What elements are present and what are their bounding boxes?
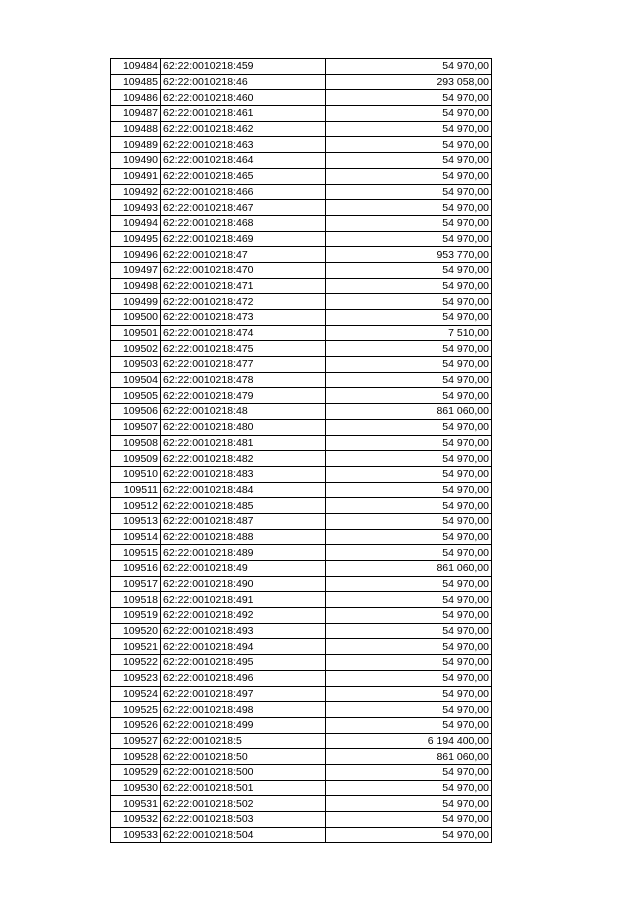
row-id-cell: 109507 xyxy=(111,419,161,435)
cadastral-value-cell: 54 970,00 xyxy=(326,529,492,545)
table-row xyxy=(111,310,492,326)
cadastral-number-cell: 62:22:0010218:48 xyxy=(161,404,326,420)
cadastral-number-cell: 62:22:0010218:490 xyxy=(161,576,326,592)
row-id-cell: 109498 xyxy=(111,278,161,294)
table-row xyxy=(111,608,492,624)
row-id-cell: 109503 xyxy=(111,357,161,373)
table-row xyxy=(111,200,492,216)
cadastral-number-cell: 62:22:0010218:460 xyxy=(161,90,326,106)
table-row xyxy=(111,717,492,733)
cadastral-number-cell: 62:22:0010218:480 xyxy=(161,419,326,435)
cadastral-value-cell: 54 970,00 xyxy=(326,200,492,216)
cadastral-number-cell: 62:22:0010218:469 xyxy=(161,231,326,247)
table-row xyxy=(111,435,492,451)
table-row xyxy=(111,262,492,278)
cadastral-number-cell: 62:22:0010218:462 xyxy=(161,121,326,137)
row-id-cell: 109484 xyxy=(111,59,161,75)
cadastral-number-cell: 62:22:0010218:501 xyxy=(161,780,326,796)
table-row xyxy=(111,498,492,514)
cadastral-number-cell: 62:22:0010218:491 xyxy=(161,592,326,608)
cadastral-value-cell: 54 970,00 xyxy=(326,451,492,467)
row-id-cell: 109506 xyxy=(111,404,161,420)
table-row xyxy=(111,670,492,686)
cadastral-value-cell: 54 970,00 xyxy=(326,435,492,451)
table-row xyxy=(111,372,492,388)
cadastral-value-cell: 54 970,00 xyxy=(326,184,492,200)
cadastral-number-cell: 62:22:0010218:500 xyxy=(161,764,326,780)
row-id-cell: 109523 xyxy=(111,670,161,686)
cadastral-value-cell: 54 970,00 xyxy=(326,780,492,796)
cadastral-number-cell: 62:22:0010218:463 xyxy=(161,137,326,153)
row-id-cell: 109527 xyxy=(111,733,161,749)
table-row xyxy=(111,702,492,718)
table-row xyxy=(111,545,492,561)
cadastral-value-cell: 54 970,00 xyxy=(326,623,492,639)
table-row xyxy=(111,388,492,404)
row-id-cell: 109521 xyxy=(111,639,161,655)
table-row xyxy=(111,639,492,655)
row-id-cell: 109515 xyxy=(111,545,161,561)
cadastral-number-cell: 62:22:0010218:472 xyxy=(161,294,326,310)
cadastral-number-cell: 62:22:0010218:498 xyxy=(161,702,326,718)
cadastral-number-cell: 62:22:0010218:487 xyxy=(161,513,326,529)
table-row xyxy=(111,513,492,529)
row-id-cell: 109531 xyxy=(111,796,161,812)
cadastral-value-cell: 54 970,00 xyxy=(326,59,492,75)
cadastral-value-cell: 953 770,00 xyxy=(326,247,492,263)
cadastral-value-cell: 293 058,00 xyxy=(326,74,492,90)
table-row xyxy=(111,592,492,608)
cadastral-number-cell: 62:22:0010218:459 xyxy=(161,59,326,75)
row-id-cell: 109508 xyxy=(111,435,161,451)
table-row xyxy=(111,168,492,184)
row-id-cell: 109518 xyxy=(111,592,161,608)
cadastral-number-cell: 62:22:0010218:492 xyxy=(161,608,326,624)
cadastral-number-cell: 62:22:0010218:49 xyxy=(161,561,326,577)
cadastral-value-cell: 54 970,00 xyxy=(326,717,492,733)
table-row xyxy=(111,59,492,75)
table-row xyxy=(111,576,492,592)
row-id-cell: 109492 xyxy=(111,184,161,200)
table-row xyxy=(111,121,492,137)
row-id-cell: 109519 xyxy=(111,608,161,624)
table-row xyxy=(111,561,492,577)
table-row xyxy=(111,812,492,828)
table-row xyxy=(111,137,492,153)
row-id-cell: 109530 xyxy=(111,780,161,796)
row-id-cell: 109514 xyxy=(111,529,161,545)
cadastral-value-cell: 54 970,00 xyxy=(326,498,492,514)
cadastral-number-cell: 62:22:0010218:468 xyxy=(161,215,326,231)
cadastral-value-cell: 54 970,00 xyxy=(326,388,492,404)
cadastral-number-cell: 62:22:0010218:5 xyxy=(161,733,326,749)
row-id-cell: 109500 xyxy=(111,310,161,326)
cadastral-number-cell: 62:22:0010218:47 xyxy=(161,247,326,263)
cadastral-value-cell: 54 970,00 xyxy=(326,812,492,828)
cadastral-value-cell: 54 970,00 xyxy=(326,106,492,122)
cadastral-value-table xyxy=(110,58,492,843)
cadastral-number-cell: 62:22:0010218:488 xyxy=(161,529,326,545)
cadastral-value-cell: 54 970,00 xyxy=(326,262,492,278)
row-id-cell: 109494 xyxy=(111,215,161,231)
cadastral-value-cell: 54 970,00 xyxy=(326,827,492,843)
table-row xyxy=(111,90,492,106)
cadastral-value-cell: 54 970,00 xyxy=(326,639,492,655)
cadastral-number-cell: 62:22:0010218:474 xyxy=(161,325,326,341)
cadastral-number-cell: 62:22:0010218:495 xyxy=(161,655,326,671)
table-row xyxy=(111,764,492,780)
cadastral-value-cell: 54 970,00 xyxy=(326,764,492,780)
row-id-cell: 109520 xyxy=(111,623,161,639)
table-row xyxy=(111,247,492,263)
cadastral-number-cell: 62:22:0010218:465 xyxy=(161,168,326,184)
row-id-cell: 109486 xyxy=(111,90,161,106)
cadastral-value-cell: 54 970,00 xyxy=(326,576,492,592)
cadastral-number-cell: 62:22:0010218:485 xyxy=(161,498,326,514)
cadastral-number-cell: 62:22:0010218:50 xyxy=(161,749,326,765)
cadastral-value-cell: 7 510,00 xyxy=(326,325,492,341)
table-row xyxy=(111,451,492,467)
row-id-cell: 109505 xyxy=(111,388,161,404)
cadastral-value-cell: 54 970,00 xyxy=(326,278,492,294)
cadastral-value-cell: 54 970,00 xyxy=(326,310,492,326)
row-id-cell: 109517 xyxy=(111,576,161,592)
table-row xyxy=(111,231,492,247)
cadastral-value-cell: 54 970,00 xyxy=(326,796,492,812)
cadastral-number-cell: 62:22:0010218:496 xyxy=(161,670,326,686)
table-row xyxy=(111,827,492,843)
table-row xyxy=(111,74,492,90)
cadastral-value-cell: 6 194 400,00 xyxy=(326,733,492,749)
cadastral-number-cell: 62:22:0010218:479 xyxy=(161,388,326,404)
cadastral-number-cell: 62:22:0010218:503 xyxy=(161,812,326,828)
cadastral-value-cell: 54 970,00 xyxy=(326,702,492,718)
cadastral-value-cell: 54 970,00 xyxy=(326,592,492,608)
cadastral-value-cell: 54 970,00 xyxy=(326,121,492,137)
cadastral-value-cell: 54 970,00 xyxy=(326,357,492,373)
table-body xyxy=(111,59,492,843)
cadastral-value-cell: 54 970,00 xyxy=(326,168,492,184)
cadastral-value-cell: 54 970,00 xyxy=(326,670,492,686)
table-row xyxy=(111,357,492,373)
cadastral-number-cell: 62:22:0010218:477 xyxy=(161,357,326,373)
row-id-cell: 109497 xyxy=(111,262,161,278)
cadastral-number-cell: 62:22:0010218:467 xyxy=(161,200,326,216)
cadastral-number-cell: 62:22:0010218:478 xyxy=(161,372,326,388)
table-row xyxy=(111,466,492,482)
cadastral-number-cell: 62:22:0010218:482 xyxy=(161,451,326,467)
row-id-cell: 109487 xyxy=(111,106,161,122)
row-id-cell: 109528 xyxy=(111,749,161,765)
cadastral-value-cell: 54 970,00 xyxy=(326,466,492,482)
cadastral-number-cell: 62:22:0010218:493 xyxy=(161,623,326,639)
table-row xyxy=(111,404,492,420)
row-id-cell: 109495 xyxy=(111,231,161,247)
row-id-cell: 109502 xyxy=(111,341,161,357)
cadastral-value-cell: 54 970,00 xyxy=(326,608,492,624)
row-id-cell: 109513 xyxy=(111,513,161,529)
table-row xyxy=(111,529,492,545)
cadastral-value-cell: 54 970,00 xyxy=(326,372,492,388)
row-id-cell: 109522 xyxy=(111,655,161,671)
cadastral-number-cell: 62:22:0010218:489 xyxy=(161,545,326,561)
cadastral-value-cell: 54 970,00 xyxy=(326,686,492,702)
cadastral-value-cell: 54 970,00 xyxy=(326,513,492,529)
cadastral-number-cell: 62:22:0010218:504 xyxy=(161,827,326,843)
table-row xyxy=(111,796,492,812)
row-id-cell: 109504 xyxy=(111,372,161,388)
row-id-cell: 109533 xyxy=(111,827,161,843)
table-row xyxy=(111,215,492,231)
row-id-cell: 109488 xyxy=(111,121,161,137)
cadastral-value-cell: 54 970,00 xyxy=(326,655,492,671)
row-id-cell: 109512 xyxy=(111,498,161,514)
cadastral-value-cell: 861 060,00 xyxy=(326,404,492,420)
table-row xyxy=(111,733,492,749)
table-row xyxy=(111,419,492,435)
cadastral-value-cell: 54 970,00 xyxy=(326,90,492,106)
row-id-cell: 109532 xyxy=(111,812,161,828)
row-id-cell: 109493 xyxy=(111,200,161,216)
row-id-cell: 109510 xyxy=(111,466,161,482)
table-row xyxy=(111,106,492,122)
table-row xyxy=(111,278,492,294)
row-id-cell: 109516 xyxy=(111,561,161,577)
row-id-cell: 109511 xyxy=(111,482,161,498)
row-id-cell: 109524 xyxy=(111,686,161,702)
table-row xyxy=(111,153,492,169)
cadastral-value-cell: 54 970,00 xyxy=(326,231,492,247)
cadastral-number-cell: 62:22:0010218:483 xyxy=(161,466,326,482)
cadastral-value-cell: 861 060,00 xyxy=(326,749,492,765)
table-row xyxy=(111,686,492,702)
cadastral-value-cell: 54 970,00 xyxy=(326,545,492,561)
row-id-cell: 109496 xyxy=(111,247,161,263)
row-id-cell: 109509 xyxy=(111,451,161,467)
cadastral-value-cell: 54 970,00 xyxy=(326,215,492,231)
cadastral-value-cell: 861 060,00 xyxy=(326,561,492,577)
table-row xyxy=(111,749,492,765)
cadastral-number-cell: 62:22:0010218:461 xyxy=(161,106,326,122)
cadastral-number-cell: 62:22:0010218:466 xyxy=(161,184,326,200)
cadastral-number-cell: 62:22:0010218:481 xyxy=(161,435,326,451)
table-row xyxy=(111,294,492,310)
row-id-cell: 109485 xyxy=(111,74,161,90)
table-row xyxy=(111,482,492,498)
row-id-cell: 109529 xyxy=(111,764,161,780)
cadastral-value-cell: 54 970,00 xyxy=(326,341,492,357)
row-id-cell: 109490 xyxy=(111,153,161,169)
cadastral-value-cell: 54 970,00 xyxy=(326,153,492,169)
cadastral-number-cell: 62:22:0010218:46 xyxy=(161,74,326,90)
cadastral-number-cell: 62:22:0010218:471 xyxy=(161,278,326,294)
cadastral-value-cell: 54 970,00 xyxy=(326,137,492,153)
table-row xyxy=(111,325,492,341)
cadastral-number-cell: 62:22:0010218:484 xyxy=(161,482,326,498)
cadastral-number-cell: 62:22:0010218:470 xyxy=(161,262,326,278)
cadastral-number-cell: 62:22:0010218:464 xyxy=(161,153,326,169)
cadastral-number-cell: 62:22:0010218:502 xyxy=(161,796,326,812)
cadastral-number-cell: 62:22:0010218:494 xyxy=(161,639,326,655)
table-row xyxy=(111,623,492,639)
cadastral-number-cell: 62:22:0010218:473 xyxy=(161,310,326,326)
cadastral-value-cell: 54 970,00 xyxy=(326,482,492,498)
table-row xyxy=(111,655,492,671)
row-id-cell: 109499 xyxy=(111,294,161,310)
row-id-cell: 109489 xyxy=(111,137,161,153)
cadastral-number-cell: 62:22:0010218:475 xyxy=(161,341,326,357)
table-row xyxy=(111,341,492,357)
cadastral-number-cell: 62:22:0010218:499 xyxy=(161,717,326,733)
row-id-cell: 109491 xyxy=(111,168,161,184)
row-id-cell: 109525 xyxy=(111,702,161,718)
table-row xyxy=(111,184,492,200)
cadastral-value-cell: 54 970,00 xyxy=(326,419,492,435)
row-id-cell: 109526 xyxy=(111,717,161,733)
cadastral-number-cell: 62:22:0010218:497 xyxy=(161,686,326,702)
row-id-cell: 109501 xyxy=(111,325,161,341)
table-row xyxy=(111,780,492,796)
cadastral-value-cell: 54 970,00 xyxy=(326,294,492,310)
